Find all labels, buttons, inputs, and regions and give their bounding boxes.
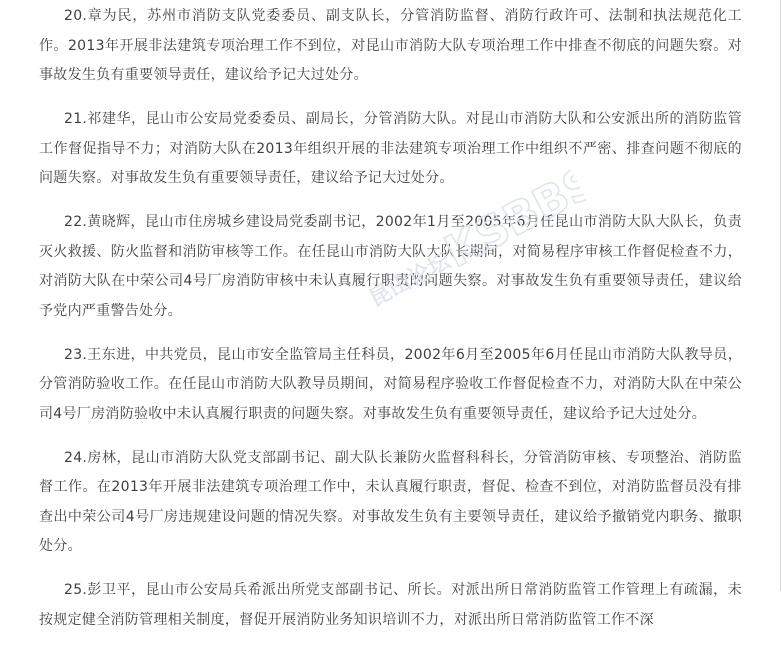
document-body [39,0,742,650]
svg-text:昆山论坛: 昆山论坛 [365,248,455,313]
paragraph-22: 22.黄晓辉，昆山市住房城乡建设局党委副书记，2002年1月至2005年6月任昆山市消防大队大队长，负责灭火救援、防火监督和消防审核等工作。在任昆山市消防大队大队长期间，对简易程序审核工作督促检查不力，对消防大队在中荣公司4号厂房消防审核中未认真履行职责的问题失察。对事故发生负有重要领导责任，建议给予党内严重警告处分。 [39,214,742,319]
paragraph-21: 21.祁建华，昆山市公安局党委委员、副局长，分管消防大队。对昆山市消防大队和公安派出所的消防监管工作督促指导不力；对消防大队在2013年组织开展的非法建筑专项治理工作中组织不严密、排查问题不彻底的问题失察。对事故发生负有重要领导责任，建议给予记大过处分。 [39,111,742,186]
paragraph-23: 23.王东进，中共党员，昆山市安全监管局主任科员，2002年6月至2005年6月任昆山市消防大队教导员，分管消防验收工作。在任昆山市消防大队教导员期间，对简易程序验收工作督促检查不力，对消防大队在中荣公司4号厂房消防验收中未认真履行职责的问题失察。对事故发生负有重要领导责任，建议给予记大过处分。 [39,346,742,422]
paragraph-20: 20.章为民，苏州市消防支队党委委员、副支队长，分管消防监督、消防行政许可、法制和执法规范化工作。2013年开展非法建筑专项治理工作不到位，对昆山市消防大队专项治理工作中排查不彻底的问题失察。对事故发生负有重要领导责任，建议给予记大过处分。 [39,8,742,83]
paragraph-24: 24.房林，昆山市消防大队党支部副书记、副大队长兼防火监督科科长，分管消防审核、专项整治、消防监督工作。在2013年开展非法建筑专项治理工作中，未认真履行职责，督促、检查不到位，对消防监督员没有排查出中荣公司4号厂房违规建设问题的情况失察。对事故发生负有主要领导责任，建议给予撤销党内职务、撤职处分。 [39,449,742,554]
paragraph-25: 25.彭卫平，昆山市公安局兵希派出所党支部副书记、所长。对派出所日常消防监管工作管理上有疏漏，未按规定健全消防管理相关制度，督促开展消防业务知识培训不力，对派出所日常消防监管工作不深 [39,582,742,628]
svg-text:KSBBS: KSBBS [436,155,598,278]
